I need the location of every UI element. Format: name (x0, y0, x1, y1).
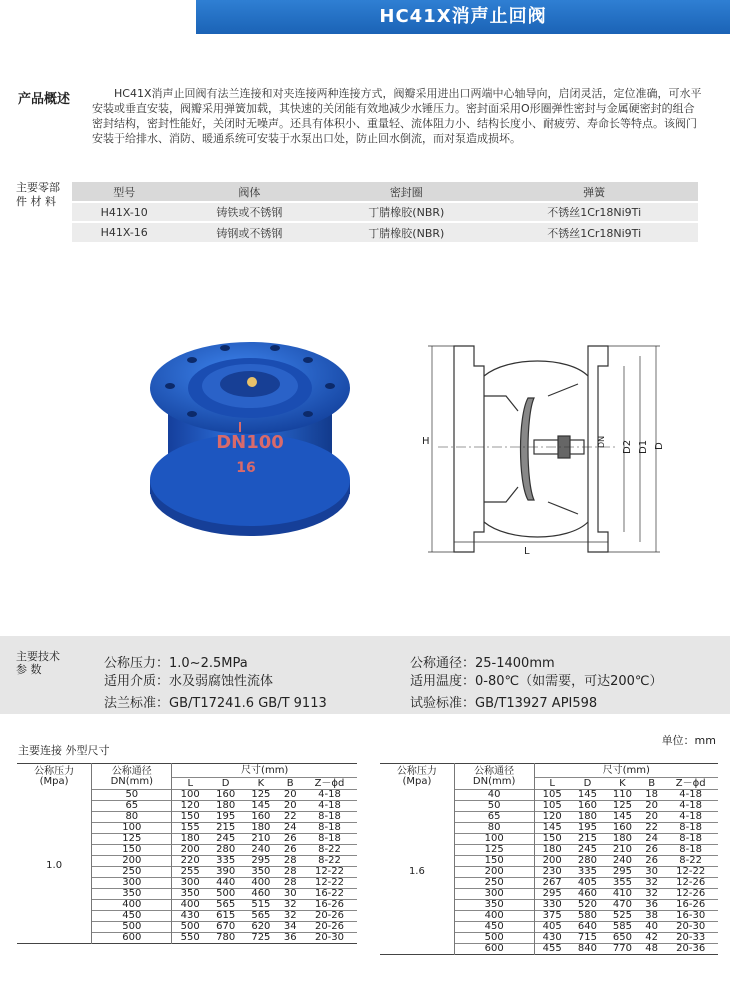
dim-cell: 405 (570, 878, 605, 889)
dim-cell: 16-30 (663, 911, 718, 922)
dim-cell: 8-18 (302, 823, 357, 834)
drawing-disc (521, 398, 535, 500)
dim-cell: 405 (534, 922, 570, 933)
dim-cell: 500 (208, 889, 243, 900)
dim-cell: 24 (640, 834, 663, 845)
overview-label: 产品概述 (18, 92, 71, 107)
dim-cell: 300 (92, 878, 172, 889)
tech-pressure: 公称压力：1.0~2.5MPa (104, 656, 248, 671)
dim-cell: 42 (640, 933, 663, 944)
dim-cell: 267 (534, 878, 570, 889)
dim-cell: 725 (243, 933, 278, 944)
dim-cell: 100 (92, 823, 172, 834)
dim-cell: 180 (570, 812, 605, 823)
dim-cell: 500 (172, 922, 208, 933)
dim-cell: 100 (454, 834, 534, 845)
dim-cell: 150 (172, 812, 208, 823)
dim-col-header: K (605, 778, 640, 790)
dim-cell: 20-33 (663, 933, 718, 944)
materials-header-row (72, 182, 698, 202)
dim-cell: 400 (92, 900, 172, 911)
dim-cell: 40 (454, 790, 534, 801)
dim-cell: 215 (208, 823, 243, 834)
dim-cell: 200 (92, 856, 172, 867)
dim-cell: 8-22 (302, 856, 357, 867)
dim-cell: 36 (640, 900, 663, 911)
materials-label-line1: 主要零部 (16, 181, 60, 194)
dim-cell: 20-26 (302, 911, 357, 922)
dim-cell: 250 (454, 878, 534, 889)
dim-cell: 8-22 (663, 856, 718, 867)
dim-cell: 450 (92, 911, 172, 922)
dim-cell: 180 (208, 801, 243, 812)
tech-test: 试验标准：GB/T13927 API598 (410, 696, 598, 711)
dim-cell: 295 (605, 867, 640, 878)
dim-header-pressure-unit: (Mpa) (402, 775, 432, 787)
dim-cell: 16-26 (663, 900, 718, 911)
dim-cell: 180 (534, 845, 570, 856)
dim-cell: 520 (570, 900, 605, 911)
dim-cell: 410 (605, 889, 640, 900)
dim-cell: 8-22 (302, 845, 357, 856)
dim-header-pressure-unit: (Mpa) (39, 775, 69, 787)
dim-col-header: K (243, 778, 278, 790)
dim-cell: 255 (172, 867, 208, 878)
dim-cell: 550 (172, 933, 208, 944)
dim-cell: 8-18 (663, 823, 718, 834)
dim-cell: 32 (640, 878, 663, 889)
dim-cell: 240 (605, 856, 640, 867)
dim-cell: 32 (278, 911, 301, 922)
dim-cell: 615 (208, 911, 243, 922)
dim-cell: 525 (605, 911, 640, 922)
dim-cell: 240 (243, 845, 278, 856)
materials-row (72, 202, 698, 222)
dim-cell: 600 (92, 933, 172, 944)
dim-cell: 20 (640, 812, 663, 823)
dim-cell: 16-26 (302, 900, 357, 911)
dim-cell: 105 (534, 790, 570, 801)
dim-cell: 500 (92, 922, 172, 933)
overview-text: HC41X消声止回阀有法兰连接和对夹连接两种连接方式，阀瓣采用进出口两端中心轴导向，启闭灵活，定位准确，可水平安装或垂直安装，阀瓣采用弹簧加载，其快速的关闭能有效地减少水锤压力。密封面采用O形圈弹性密封与金属硬密封的组合密封结构，密封性能好，关闭时无噪声。还具有体积小、重量轻、流体阻力小、结构长度小、耐疲劳、寿命长等特点。该阀门安装于给排水、消防、暖通系统可安装于水泵出口处，防止回水倒流，而对泵造成损坏。 (92, 87, 702, 145)
dim-cell: 20 (278, 790, 301, 801)
valve-photo (140, 330, 360, 550)
materials-header-body: 阀体 (176, 182, 322, 202)
dimensions-table-right (380, 763, 718, 955)
materials-cell: 铸钢或不锈钢 (176, 222, 322, 242)
tech-medium: 适用介质：水及弱腐蚀性流体 (104, 674, 274, 689)
dim-cell: 50 (92, 790, 172, 801)
dim-col-header: B (640, 778, 663, 790)
dim-cell: 650 (605, 933, 640, 944)
dim-cell: 500 (454, 933, 534, 944)
dim-cell: 145 (534, 823, 570, 834)
dim-cell: 48 (640, 944, 663, 955)
dim-cell: 4-18 (663, 812, 718, 823)
dim-cell: 585 (605, 922, 640, 933)
dim-cell: 180 (243, 823, 278, 834)
dim-cell: 280 (208, 845, 243, 856)
dim-cell: 515 (243, 900, 278, 911)
dim-cell: 12-22 (302, 867, 357, 878)
drawing-label-d1: D1 (638, 439, 649, 454)
dim-header-row (17, 764, 357, 778)
dim-header-size: 尺寸(mm) (602, 764, 650, 776)
dim-cell: 565 (243, 911, 278, 922)
dim-cell: 245 (208, 834, 243, 845)
dim-cell: 145 (605, 812, 640, 823)
dim-header-size: 尺寸(mm) (241, 764, 289, 776)
dimensions-table-left (17, 763, 357, 944)
dim-cell: 565 (208, 900, 243, 911)
dim-cell: 155 (172, 823, 208, 834)
dim-cell: 390 (208, 867, 243, 878)
materials-header-spring: 弹簧 (490, 182, 698, 202)
dim-cell: 26 (278, 834, 301, 845)
dim-cell: 200 (454, 867, 534, 878)
drawing-label-d2: D2 (622, 439, 633, 454)
dim-cell: 8-18 (663, 845, 718, 856)
tech-temperature: 适用温度：0-80℃（如需要，可达200℃） (410, 674, 663, 689)
dim-cell: 330 (534, 900, 570, 911)
dim-cell: 245 (570, 845, 605, 856)
dim-col-header: Z－ϕd (663, 778, 718, 790)
dim-cell: 200 (534, 856, 570, 867)
dim-cell: 460 (243, 889, 278, 900)
dim-cell: 12-26 (663, 889, 718, 900)
dim-header-row (380, 764, 718, 778)
tech-label-line1: 主要技术 (16, 650, 60, 663)
dim-cell: 22 (640, 823, 663, 834)
dim-cell: 300 (454, 889, 534, 900)
dim-pressure-value: 1.6 (380, 790, 454, 955)
materials-label-line2: 件 材 料 (16, 195, 56, 208)
dim-header-dn-unit: DN(mm) (472, 775, 516, 787)
unit-label: 单位：mm (661, 734, 716, 747)
dim-cell: 65 (454, 812, 534, 823)
dim-cell: 125 (454, 845, 534, 856)
dim-cell: 450 (454, 922, 534, 933)
dim-cell: 150 (92, 845, 172, 856)
dim-col-header: D (570, 778, 605, 790)
dim-cell: 200 (172, 845, 208, 856)
dim-cell: 36 (278, 933, 301, 944)
materials-table (72, 182, 698, 242)
valve-drawing (418, 336, 680, 562)
dim-cell: 150 (454, 856, 534, 867)
dim-cell: 125 (92, 834, 172, 845)
dim-header-dn (454, 764, 534, 790)
dim-cell: 8-18 (302, 834, 357, 845)
dim-cell: 440 (208, 878, 243, 889)
valve-marking-pn: 16 (236, 460, 256, 476)
dim-cell: 300 (172, 878, 208, 889)
dim-cell: 20-30 (302, 933, 357, 944)
dim-cell: 160 (605, 823, 640, 834)
dim-cell: 65 (92, 801, 172, 812)
dim-cell: 24 (278, 823, 301, 834)
dim-cell: 4-18 (663, 790, 718, 801)
dim-cell: 470 (605, 900, 640, 911)
dim-cell: 100 (172, 790, 208, 801)
dim-cell: 195 (570, 823, 605, 834)
dim-cell: 195 (208, 812, 243, 823)
dim-cell: 4-18 (302, 790, 357, 801)
dim-cell: 32 (640, 889, 663, 900)
dim-cell: 80 (92, 812, 172, 823)
dim-cell: 30 (640, 867, 663, 878)
drawing-left-flange (454, 346, 484, 552)
dim-cell: 26 (640, 845, 663, 856)
dim-cell: 335 (570, 867, 605, 878)
valve-marking-dn: DN100 (216, 432, 284, 453)
materials-label (16, 181, 60, 209)
dim-cell: 22 (278, 812, 301, 823)
dim-cell: 150 (534, 834, 570, 845)
dim-cell: 20 (640, 801, 663, 812)
dim-cell: 26 (640, 856, 663, 867)
dim-cell: 350 (92, 889, 172, 900)
dim-cell: 250 (92, 867, 172, 878)
dim-col-header: L (534, 778, 570, 790)
dim-cell: 210 (605, 845, 640, 856)
dim-cell: 400 (454, 911, 534, 922)
dim-cell: 350 (172, 889, 208, 900)
dim-cell: 110 (605, 790, 640, 801)
dim-cell: 12-26 (663, 878, 718, 889)
dim-cell: 780 (208, 933, 243, 944)
dim-header-pressure (380, 764, 454, 790)
dim-col-header: D (208, 778, 243, 790)
dim-cell: 20-36 (663, 944, 718, 955)
materials-cell: 不锈丝1Cr18Ni9Ti (490, 222, 698, 242)
dim-cell: 125 (243, 790, 278, 801)
dim-cell: 210 (243, 834, 278, 845)
materials-cell: H41X-16 (72, 222, 176, 242)
dim-header-dn-label: 公称通径 (111, 765, 152, 777)
dim-cell: 180 (172, 834, 208, 845)
dim-header-pressure (17, 764, 92, 790)
materials-row (72, 222, 698, 242)
dim-cell: 350 (243, 867, 278, 878)
dim-pressure-value: 1.0 (17, 790, 92, 944)
dim-cell: 160 (570, 801, 605, 812)
materials-cell: H41X-10 (72, 202, 176, 222)
dim-cell: 335 (208, 856, 243, 867)
dim-col-header: L (172, 778, 208, 790)
dim-cell: 20-30 (663, 922, 718, 933)
dim-cell: 28 (278, 867, 301, 878)
dim-cell: 455 (534, 944, 570, 955)
dim-cell: 105 (534, 801, 570, 812)
dim-header-dn-unit: DN(mm) (110, 775, 154, 787)
materials-cell: 铸铁或不锈钢 (176, 202, 322, 222)
dim-cell: 12-22 (302, 878, 357, 889)
dim-header-pressure-label: 公称压力 (396, 765, 437, 777)
dim-cell: 30 (278, 889, 301, 900)
dim-cell: 8-18 (302, 812, 357, 823)
dim-cell: 295 (534, 889, 570, 900)
dim-cell: 180 (605, 834, 640, 845)
drawing-label-d: D (654, 442, 665, 450)
dim-cell: 600 (454, 944, 534, 955)
dim-cell: 230 (534, 867, 570, 878)
dim-cell: 430 (534, 933, 570, 944)
dim-cell: 375 (534, 911, 570, 922)
dim-cell: 20-26 (302, 922, 357, 933)
dim-header-dn-label: 公称通径 (474, 765, 515, 777)
dim-header-pressure-label: 公称压力 (34, 765, 75, 777)
dim-col-header: B (278, 778, 301, 790)
dim-cell: 350 (454, 900, 534, 911)
dim-cell: 400 (172, 900, 208, 911)
tech-diameter: 公称通径：25-1400mm (410, 656, 555, 671)
dim-cell: 715 (570, 933, 605, 944)
dim-cell: 80 (454, 823, 534, 834)
dimensions-title: 主要连接 外型尺寸 (18, 744, 110, 757)
drawing-label-h: H (422, 436, 430, 447)
dim-cell: 40 (640, 922, 663, 933)
dim-cell: 4-18 (663, 801, 718, 812)
dim-cell: 4-18 (302, 801, 357, 812)
tech-label (16, 650, 60, 676)
dim-cell: 355 (605, 878, 640, 889)
dim-cell: 280 (570, 856, 605, 867)
materials-cell: 丁腈橡胶(NBR) (322, 202, 490, 222)
page-title: HC41X消声止回阀 (196, 0, 730, 34)
dim-cell: 580 (570, 911, 605, 922)
drawing-label-dn: DN (597, 435, 606, 448)
materials-header-seal: 密封圈 (322, 182, 490, 202)
tech-label-line2: 参 数 (16, 663, 42, 676)
dim-cell: 215 (570, 834, 605, 845)
dim-cell: 160 (243, 812, 278, 823)
dim-cell: 145 (570, 790, 605, 801)
dim-col-header: Z－ϕd (302, 778, 357, 790)
dim-cell: 26 (278, 845, 301, 856)
dim-cell: 120 (534, 812, 570, 823)
dim-cell: 460 (570, 889, 605, 900)
dim-cell: 840 (570, 944, 605, 955)
dim-cell: 20 (278, 801, 301, 812)
dim-cell: 120 (172, 801, 208, 812)
table-row (17, 790, 357, 801)
dim-cell: 770 (605, 944, 640, 955)
dim-cell: 430 (172, 911, 208, 922)
dim-cell: 32 (278, 900, 301, 911)
dim-cell: 295 (243, 856, 278, 867)
dim-cell: 28 (278, 878, 301, 889)
dim-cell: 28 (278, 856, 301, 867)
dim-cell: 38 (640, 911, 663, 922)
dim-cell: 670 (208, 922, 243, 933)
table-row (380, 790, 718, 801)
dim-cell: 34 (278, 922, 301, 933)
dim-header-dn (92, 764, 172, 790)
dim-cell: 620 (243, 922, 278, 933)
materials-cell: 丁腈橡胶(NBR) (322, 222, 490, 242)
dim-cell: 160 (208, 790, 243, 801)
dim-cell: 12-22 (663, 867, 718, 878)
dim-cell: 8-18 (663, 834, 718, 845)
dim-cell: 640 (570, 922, 605, 933)
dim-cell: 18 (640, 790, 663, 801)
dim-cell: 16-22 (302, 889, 357, 900)
dim-cell: 125 (605, 801, 640, 812)
tech-flange: 法兰标准：GB/T17241.6 GB/T 9113 (104, 696, 327, 711)
dim-cell: 50 (454, 801, 534, 812)
materials-cell: 不锈丝1Cr18Ni9Ti (490, 202, 698, 222)
dim-cell: 145 (243, 801, 278, 812)
dim-cell: 220 (172, 856, 208, 867)
valve-stem-cap (247, 377, 257, 387)
dim-cell: 400 (243, 878, 278, 889)
drawing-label-l: L (524, 546, 530, 557)
materials-header-model: 型号 (72, 182, 176, 202)
